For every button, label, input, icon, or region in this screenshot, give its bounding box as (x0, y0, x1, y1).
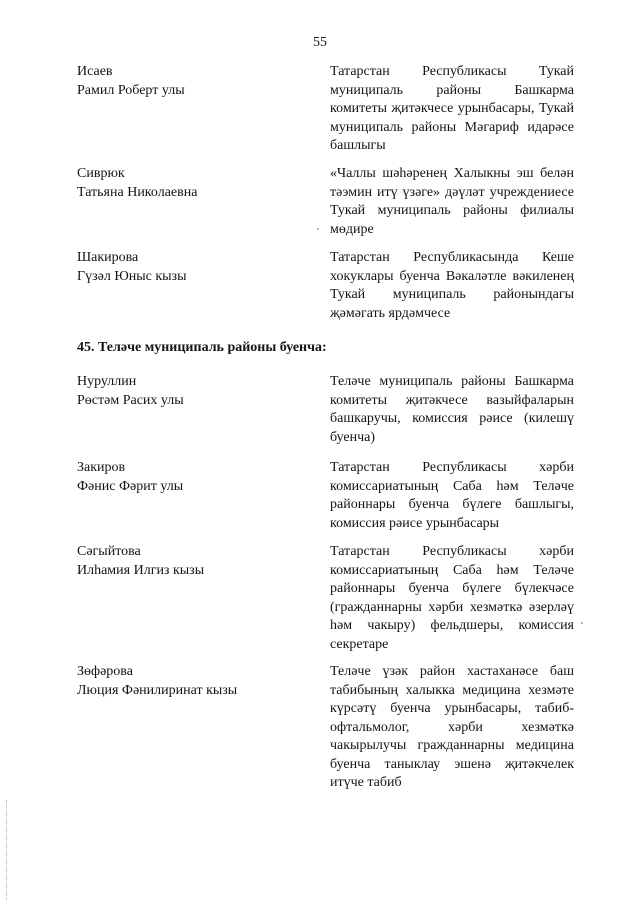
page-number: 55 (313, 35, 327, 50)
person-name (77, 663, 317, 700)
given-name: Люция Фәнилиринат кызы (77, 682, 238, 698)
position-description: Татарстан Республикасы хәрби комиссариатының Саба һәм Теләче районнары буенча бүлеге бүлекчәсе (гражданнарны хәрби хезмәткә әзерләү һәм чакыру) фельдшеры, комиссия секретаре (330, 544, 574, 652)
position-description: Татарстан Республикасы Тукай муниципаль районы Башкарма комитеты җитәкчесе урынбасары, Тукай муниципаль районы Мәгариф идарәсе башлыгы (330, 64, 574, 153)
person-name (77, 165, 317, 202)
list-item (77, 165, 577, 237)
given-name: Рамил Роберт улы (77, 82, 185, 98)
person-name (77, 459, 317, 496)
given-name: Татьяна Николаевна (77, 184, 198, 200)
given-name: Илһамия Илгиз кызы (77, 562, 205, 578)
person-name (77, 63, 317, 100)
surname: Нуруллин (77, 374, 137, 389)
list-item (77, 249, 577, 321)
scan-margin-marks (6, 800, 11, 900)
surname: Сәгыйтова (77, 544, 141, 559)
list-item (77, 459, 577, 531)
given-name: Фәнис Фәрит улы (77, 478, 184, 494)
list-item (77, 373, 577, 445)
surname: Зөфәрова (77, 664, 133, 679)
list-item (77, 63, 577, 153)
position-description: Татарстан Республикасында Кеше хокуклары буенча Вәкаләтле вәкиленең Тукай муниципаль районындагы җәмәгать ярдәмчесе (330, 250, 574, 321)
person-name (77, 543, 317, 580)
scan-speck (317, 228, 319, 230)
list-item (77, 663, 577, 793)
surname: Сиврюк (77, 166, 125, 181)
position-description: Теләче муниципаль районы Башкарма комитеты җитәкчесе вазыйфаларын башкаручы, комиссия рәисе (килешү буенча) (330, 374, 574, 445)
position-description: «Чаллы шәһәренең Халыкны эш белән тәэмин итү үзәге» дәүләт учреждениесе Тукай муниципаль районы филиалы мөдире (330, 166, 574, 237)
given-name: Гүзәл Юныс кызы (77, 268, 187, 284)
scan-speck (581, 622, 583, 624)
surname: Исаев (77, 64, 113, 79)
surname: Закиров (77, 460, 126, 475)
section-heading: 45. Теләче муниципаль районы буенча: (77, 340, 327, 355)
surname: Шакирова (77, 250, 139, 265)
given-name: Рөстәм Расих улы (77, 392, 184, 408)
position-description: Теләче үзәк район хастаханәсе баш табибының халыкка медицина хезмәте күрсәтү буенча урынбасары, табиб-офтальмолог, хәрби хезмәткә чакырылучы гражданнарны медицина буенча таныклау эшенә җитәкчелек итүче табиб (330, 664, 574, 790)
position-description: Татарстан Республикасы хәрби комиссариатының Саба һәм Теләче районнары буенча бүлеге башлыгы, комиссия рәисе урынбасары (330, 460, 574, 531)
person-name (77, 373, 317, 410)
person-name (77, 249, 317, 286)
list-item (77, 543, 577, 651)
